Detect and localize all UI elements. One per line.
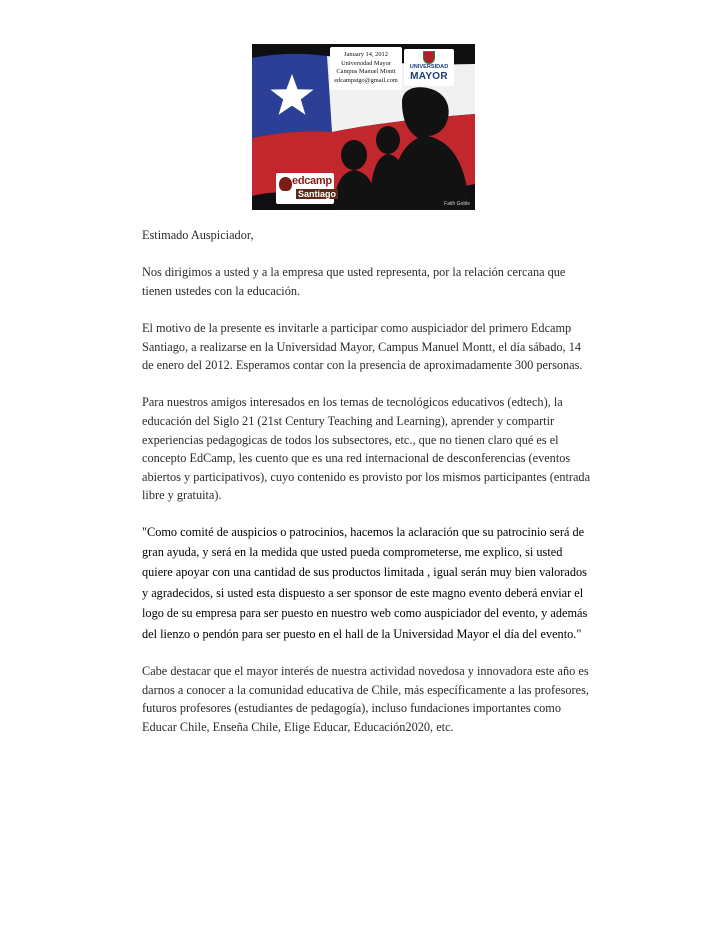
edcamp-santiago-logo — [276, 173, 337, 204]
edcamp-logo-line1: edcamp — [292, 175, 332, 187]
paragraph-edcamp-explanation: Para nuestros amigos interesados en los temas de tecnológicos educativos (edtech), la educación del Siglo 21 (21st Century Teaching and Learning), aprender y compartir experiencias pedagogicas de todos los subsectores, etc., que no tienen claro qué es el concepto EdCamp, les cuento que es una red internacional de desconferencias (eventos abiertos y participativos), cuyo contenido es provisto por los mismos participantes (entrada libre y gratuita). — [142, 395, 591, 503]
event-university: Universidad Mayor — [341, 59, 391, 67]
letter-body — [142, 226, 592, 755]
paragraph-closing: Cabe destacar que el mayor interés de nuestra actividad novedosa y innovadora este año es darnos a conocer a la comunidad educativa de Chile, más específicamente a las profesores, futuros profesores (estudiantes de pedagogía), incluso fundaciones importantes como Educar Chile, Enseña Chile, Elige Educar, Educación2020, etc. — [142, 663, 589, 734]
event-campus: Campus Manuel Montt — [336, 68, 396, 76]
uni-logo-line2: MAYOR — [410, 71, 448, 82]
paragraph-invitation: El motivo de la presente es invitarle a participar como auspiciador del primero Edcamp Santiago, a realizarse en la Universidad Mayor, Campus Manuel Montt, el día sábado, 14 de enero del 2012. Esperamos contar con la presencia de aproximadamente 300 personas. — [142, 320, 583, 373]
event-email: edcampstgo@gmail.com — [334, 76, 398, 84]
header-banner-image — [252, 44, 475, 210]
event-date: January 14, 2012 — [344, 51, 388, 58]
shield-icon — [423, 51, 435, 64]
edcamp-mascot-icon — [279, 177, 292, 191]
edcamp-logo-line2: Santiago — [298, 189, 337, 199]
paragraph-sponsorship-quote: "Como comité de auspicios o patrocinios, hacemos la aclaración que su patrocinio será de gran ayuda, y será en la medida que usted pueda comprometerse, me explico, si usted quiere apoyar con una cantidad de sus productos limitada , igual serán muy bien valorados y agradecidos, si usted esta dispuesto a ser sponsor de este magno evento deberá enviar el logo de su empresa para ser puesto en nuestro web como auspiciador del evento, y además del lienzo o pendón para ser puesto en el hall de la Universidad Mayor el día del evento." — [142, 524, 588, 641]
paragraph-intro: Nos dirigimos a usted y a la empresa que usted representa, por la relación cercana que tienen ustedes con la educación. — [142, 265, 566, 298]
photo-credit: Faith Goble — [444, 201, 470, 207]
universidad-mayor-logo — [404, 49, 454, 86]
uni-logo-line1: UNIVERSIDAD — [409, 64, 449, 70]
salutation: Estimado Auspiciador, — [142, 228, 254, 242]
event-info-box — [330, 47, 402, 90]
